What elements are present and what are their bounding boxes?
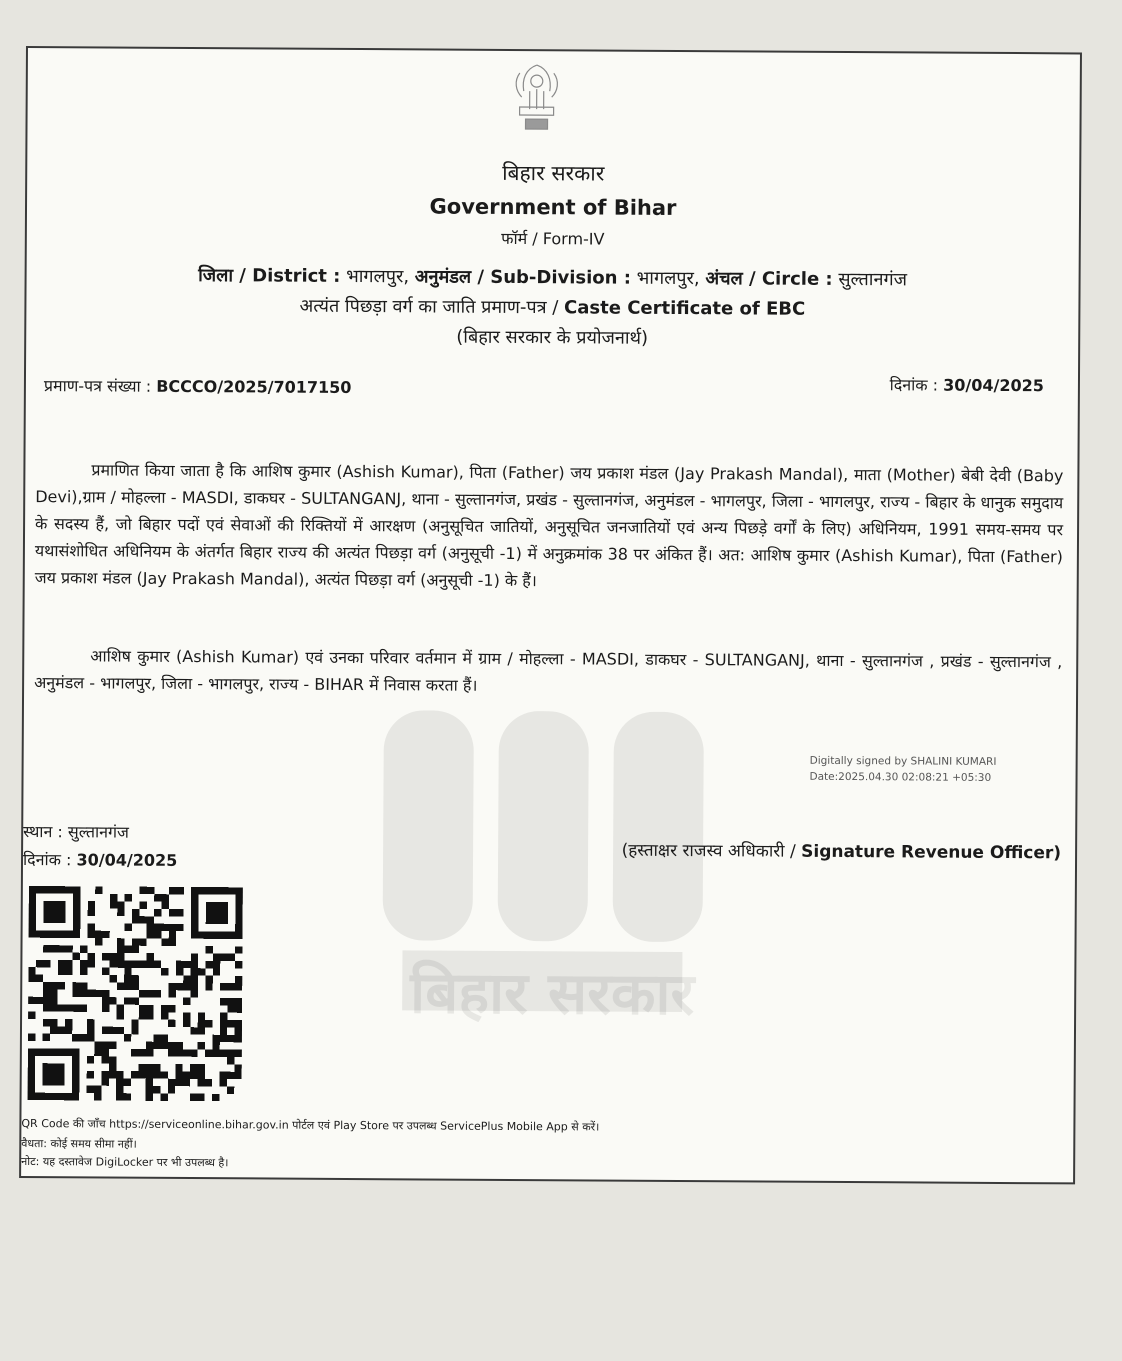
certificate-date-label: दिनांक : bbox=[889, 375, 939, 395]
issue-date-label: दिनांक : bbox=[22, 849, 72, 870]
certificate-date bbox=[890, 373, 1044, 396]
govt-title-hindi: बिहार सरकार bbox=[502, 160, 605, 186]
circle-value: सुल्तानगंज bbox=[838, 268, 908, 291]
digital-signature-name: Digitally signed by SHALINI KUMARI bbox=[809, 754, 997, 768]
district-line bbox=[27, 262, 1079, 292]
issue-date bbox=[23, 848, 177, 871]
watermark-text: बिहार सरकार bbox=[409, 958, 695, 1029]
circle-label: अंचल / Circle : bbox=[705, 268, 833, 290]
caste-title-english: Caste Certificate of EBC bbox=[564, 297, 806, 320]
signature-label-english: Signature Revenue Officer) bbox=[801, 841, 1062, 864]
certificate-number-value: BCCCO/2025/7017150 bbox=[156, 376, 352, 397]
digilocker-note: नोट: यह दस्तावेज DigiLocker पर भी उपलब्ध है। bbox=[21, 1154, 229, 1170]
govt-title-english: Government of Bihar bbox=[429, 194, 677, 220]
qr-verification-note: QR Code की जाँच https://serviceonline.bihar.gov.in पोर्टल एवं Play Store पर उपलब्ध ServicePlus Mobile App से करें। bbox=[21, 1116, 600, 1134]
place: स्थान : सुल्तानगंज bbox=[23, 821, 129, 842]
purpose-line: (बिहार सरकार के प्रयोजनार्थ) bbox=[456, 326, 649, 349]
form-number: फॉर्म / Form-IV bbox=[501, 228, 605, 249]
signature-label-hindi: (हस्ताक्षर राजस्व अधिकारी / bbox=[621, 840, 796, 862]
subdivision-value: भागलपुर, bbox=[636, 267, 700, 290]
validity-note: वैधता: कोई समय सीमा नहीं। bbox=[21, 1136, 137, 1151]
residence-paragraph bbox=[34, 642, 1062, 702]
certificate-number-label: प्रमाण-पत्र संख्या : bbox=[43, 376, 152, 396]
subdivision-label: अनुमंडल / Sub-Division : bbox=[414, 266, 632, 289]
issue-date-value: 30/04/2025 bbox=[76, 850, 178, 870]
caste-title-hindi: अत्यंत पिछड़ा वर्ग का जाति प्रमाण-पत्र / bbox=[299, 295, 559, 319]
certificate-number bbox=[44, 374, 352, 398]
district-value: भागलपुर, bbox=[346, 265, 410, 288]
certification-paragraph bbox=[35, 456, 1064, 597]
residence-text: आशिष कुमार (Ashish Kumar) एवं उनका परिवार वर्तमान में ग्राम / मोहल्ला - MASDI, डाकघर - SULTANGANJ, थाना - सुल्तानगंज , प्रखंड - सुल्तानगंज , अनुमंडल - भागलपुर, जिला - भागलपुर, राज्य - BIHAR में निवास करता हैं। bbox=[34, 646, 1063, 695]
certificate-date-value: 30/04/2025 bbox=[943, 375, 1045, 396]
revenue-officer-signature bbox=[622, 838, 1062, 864]
digital-signature-date: Date:2025.04.30 02:08:21 +05:30 bbox=[809, 770, 992, 784]
bihar-emblem-logo bbox=[505, 61, 567, 135]
certification-text: प्रमाणित किया जाता है कि आशिष कुमार (Ashish Kumar), पिता (Father) जय प्रकाश मंडल (Jay Prakash Mandal), माता (Mother) बेबी देवी (Baby Devi),ग्राम / मोहल्ला - MASDI, डाकघर - SULTANGANJ, थाना - सुल्तानगंज, प्रखंड - सुल्तानगंज, अनुमंडल - भागलपुर, जिला - भागलपुर, राज्य - बिहार के धानुक समुदाय के सदस्य हैं, जो बिहार पदों एवं सेवाओं की रिक्तियों में आरक्षण (अनुसूचित जातियों, अनुसूचित जनजातियों एवं अन्य पिछड़े वर्गों के लिए) अधिनियम, 1991 समय-समय पर यथासंशोधित अधिनियम के अंतर्गत बिहार राज्य की अत्यंत पिछड़ा वर्ग (अनुसूची -1) में अनुक्रमांक 38 पर अंकित हैं। अत: आशिष कुमार (Ashish Kumar), पिता (Father) जय प्रकाश मंडल (Jay Prakash Mandal), अत्यंत पिछड़ा वर्ग (अनुसूची -1) के हैं। bbox=[34, 460, 1064, 591]
digital-signature bbox=[810, 753, 997, 786]
caste-certificate-title bbox=[26, 292, 1078, 322]
qr-code[interactable] bbox=[28, 884, 243, 1103]
certificate-sheet bbox=[19, 46, 1082, 1184]
district-label: जिला / District : bbox=[198, 265, 341, 287]
